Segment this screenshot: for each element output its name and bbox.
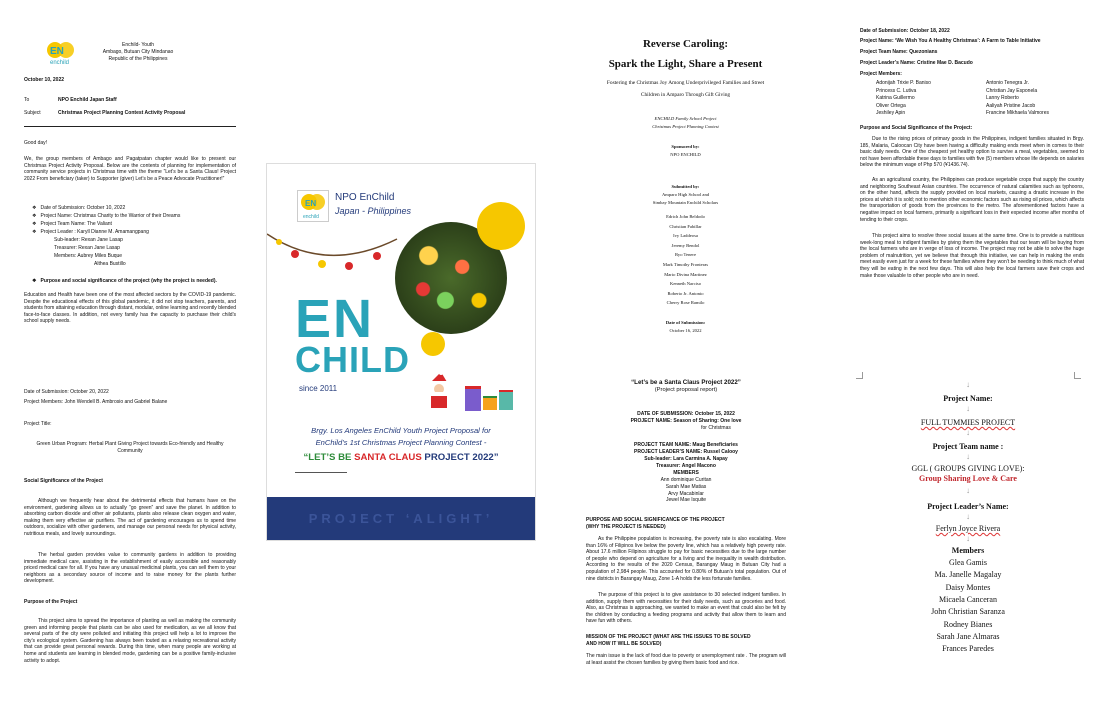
- org-address-1: Ambago, Butuan City Mindanao: [102, 49, 174, 55]
- p4-sponsored-label: Sponsored by:: [671, 144, 700, 149]
- p5-mission-para: The main issue is the lack of food due to poverty or unemployment rate . The program will at least assist the chosen families by giving them basic food and rice.: [586, 653, 786, 666]
- p6-member-item: Princess C. Lutiva: [876, 87, 917, 94]
- arrow-mark: ↓: [966, 404, 970, 413]
- intro-paragraph: We, the group members of Ambago and Pagatpatan chapter would like to present our Christmas Project Activity Proposal. Below are the contents of planning for implementation of community service projects in Christmas time with the theme “Let’s be a Santa Claus! Project 2022 From beneficiary (taker) to Supporter (giver) Let’s be a Peace Advocate Practitioner!”: [24, 156, 236, 182]
- p2-social-para-2: The herbal garden provides value to community gardens in addition to providing immediate medical care, assisting in the establishment of easily accessible and reasonably priced medical care for all. If you have any unusual medicinal plants, you can sell them to your neighbors as a secondary source of income and to raise money for the plants further development.: [24, 552, 236, 585]
- p6-para-1: Due to the rising prices of primary goods in the Philippines, indigent families situated in Brgy. 185, Malaria, Caloocan City have been having a difficulty making ends meet when in comes to their basic daily needs. One of the cheapest yet healthy option to survive a meal, vegetables, seemed to not have been affordable these days to families with five (5) members whose life depends on salaries below the minimum wage of Php 570 (¥1436.74).: [860, 136, 1084, 169]
- p5-purpose-para-1: As the Philippine population is increasing, the poverty rate is also escalating. More than 16% of Filipinos live below the poverty line, which has a relatively high poverty rate. About 17.6 million Filipinos struggle to pay for basic necessities due to the large number of people who depend on agriculture for a living and the inequality in wealth distribution. According to the results of the 2020 Census, Barangay Maug in Butuan City had a population of 2,984 people. This accounted for 0.80% of Butuan’s total population. Out of nine districts in Barangay Maug, Zone 1-A holds the less fortunate families.: [586, 536, 786, 582]
- p5-purpose-heading-2: (WHY THE PROJECT IS NEEDED): [586, 524, 666, 530]
- p7-member-item: Glea Gamis: [949, 558, 987, 567]
- p7-members-label: Members: [951, 546, 985, 555]
- p5-title-1: “Let’s be a Santa Claus Project 2022”: [631, 379, 741, 386]
- purpose-heading: ❖ Purpose and social significance of the project (why the project is needed).: [32, 278, 217, 285]
- p2-purpose-heading: Purpose of the Project: [24, 599, 78, 605]
- sub-leader: Sub-leader: Rexan Jane Lasap: [54, 237, 123, 243]
- svg-text:EN: EN: [50, 46, 64, 57]
- p4-name-item: Edrich John Beldodo: [666, 214, 705, 219]
- badge-logo-text: enchild: [303, 214, 319, 220]
- p2-purpose-para: This project aims to spread the importance of planting as well as making the community green and informing people that plants can be also used for medication, as we all know that several parts of the city were polluted and initiating this project will help a lot to improve the city’s ecological system. Gardening has always been touted as a relaxing recreational activity that can provide great personal rewards. During this time, when many people are working at home and students are learning in blended mode, gardening can be a positive family-inclusive activity to adopt.: [24, 618, 236, 664]
- p6-name: [860, 38, 1041, 45]
- p6-member-item: Antonio Tenegra Jr.: [986, 80, 1029, 86]
- p4-name-item: Ivy Laddeosa: [673, 233, 698, 239]
- p4-submitted-label: Submitted by:: [671, 184, 700, 189]
- p5-member-item: Sarah Mae Matias: [665, 483, 707, 490]
- p7-member-item: John Christian Saranza: [931, 607, 1005, 617]
- p4-school-1: Amparo High School and: [661, 192, 710, 197]
- gift-icon-1: [465, 386, 481, 411]
- subject-value: Christmas Project Planning Contest Activity Proposal: [58, 110, 186, 116]
- p4-name-item: Cherry Rose Ramilo: [666, 300, 705, 306]
- p4-name-item: Kenneth Narciso: [670, 281, 701, 287]
- enchild-logo: [44, 40, 80, 66]
- poster-panel: [266, 163, 536, 541]
- p5-mission-heading-1: MISSION OF THE PROJECT (WHAT ARE THE ISSUES TO BE SOLVED: [586, 634, 751, 640]
- p6-team: Project Team Name: Quezonians: [860, 49, 938, 55]
- p7-team-value-2: Group Sharing Love & Care: [919, 474, 1017, 483]
- doc-panel-5: [584, 376, 788, 676]
- p6-purpose-heading: Purpose and Social Significance of the Project:: [860, 125, 973, 131]
- p7-leader-value-text: Ferlyn Joyce Rivera: [935, 524, 1001, 533]
- page-corner-mark-left: [856, 372, 863, 379]
- p7-team-label: Project Team name :: [932, 442, 1004, 451]
- page-corner-mark-right: [1074, 372, 1081, 379]
- field-team-name: ❖ Project Team Name: The Valiant: [32, 221, 112, 228]
- slogan-part-b: SANTA CLAUS: [354, 452, 422, 463]
- arrow-mark: ↓: [966, 428, 970, 437]
- p7-member-item: Daisy Montes: [945, 582, 991, 592]
- big-child: CHILD: [295, 339, 410, 380]
- arrow-mark: ↓: [966, 380, 970, 389]
- p5-members-heading: MEMBERS: [673, 470, 699, 476]
- p6-member-item: Lanny Roberto: [986, 95, 1019, 102]
- p4-subtitle-1: Fostering the Christmas Joy Among Underprivileged Families and Street: [606, 80, 765, 86]
- p6-member-item: Jeshiley Apin: [876, 110, 906, 117]
- p6-member-item: Christian Jay Esponela: [986, 87, 1038, 94]
- p5-leader: PROJECT LEADER’S NAME: Russel Calooy: [634, 449, 738, 455]
- doc-panel-7: [852, 368, 1084, 686]
- poster-underline: [295, 472, 347, 473]
- treasurer: Treasurer: Rexan Jane Lasap: [54, 245, 120, 251]
- p2-social-para-1: Although we frequently hear about the detrimental effects that humans have on the environment, gardening allows us to actually “go green” and save the planet. In addition to absorbing carbon dioxide and other air pollutants, plants also release clean oxygen and water, making them very effective air purifiers. The act of gardening encourages us to spend time outdoors, socialize with other gardeners, and manage our personal needs for physical activity, nutritious meals, and lovely surroundings.: [24, 498, 236, 537]
- yellow-dot-large: [477, 202, 525, 250]
- members-1: Members: Aubrey Miles Buque: [54, 253, 123, 259]
- poster-footer-text: PROJECT ‘ALIGHT’: [308, 511, 494, 526]
- p5-member-item: Ann dominique Curitan: [660, 477, 712, 483]
- p5-member-item: Arvy Macabinlar: [668, 490, 704, 497]
- p4-name-item: Jeremy Bendol: [671, 242, 700, 248]
- p6-member-item: Adonijah Trixie P. Baniso: [876, 80, 931, 86]
- p4-name-item: Roberto Jr. Antonio: [667, 290, 704, 296]
- p5-treasurer: Treasurer: Angel Macono: [656, 463, 716, 469]
- p7-member-item: Rodney Bianes: [943, 619, 993, 629]
- subject-label: Subject: [24, 110, 41, 116]
- svg-text:enchild: enchild: [50, 60, 70, 66]
- divider: [24, 126, 236, 127]
- org-address-2: Republic of the Philippines: [108, 56, 168, 62]
- org-name: Enchild- Youth: [122, 42, 154, 48]
- p4-name-item: Mario Divina Martinez: [664, 271, 707, 277]
- p5-date-text: DATE OF SUBMISSION: October 15, 2022: [637, 411, 735, 417]
- greeting: Good day!: [24, 140, 48, 146]
- enchild-badge-logo: [297, 190, 329, 222]
- p5-member-item: Jewel Mae Isquite: [665, 497, 707, 504]
- p6-leader: Project Leader’s Name: Cristine Mae D. Bacudo: [860, 60, 973, 66]
- p4-subtitle-2: Children in Amparo Through Gift Giving: [640, 92, 731, 98]
- p4-date-label: Date of Submission:: [665, 320, 706, 325]
- p6-member-item: Oliver Ortega: [876, 102, 906, 109]
- poster-slogan: [271, 452, 531, 463]
- p4-school-2: Simbay Mountain Enchild Scholars: [652, 200, 719, 205]
- p2-members: Project Members: John Wendell B. Ambrosio and Gabriel Balane: [24, 399, 168, 405]
- field-date: ❖ Date of Submission: October 10, 2022: [32, 205, 125, 212]
- p2-title-label: Project Title:: [24, 421, 52, 427]
- doc-panel-2: [18, 386, 240, 686]
- doc-panel-4: [578, 34, 793, 364]
- gift-icon-3: [499, 390, 513, 410]
- badge-line-2: Japan - Philippines: [335, 206, 412, 216]
- p6-name-text: Project Name: ‘We Wish You A Healthy Christmas’: A Farm to Table Initiative: [860, 38, 1041, 44]
- p7-name-value: [852, 418, 1084, 427]
- p5-sub-leader: Sub-leader: Lara Carmina A. Napay: [644, 456, 728, 462]
- badge-line-1: NPO EnChild: [335, 192, 395, 203]
- big-en: EN: [295, 289, 375, 349]
- p7-team-value-1: GGL ( GROUPS GIVING LOVE):: [911, 464, 1025, 473]
- slogan-part-c: PROJECT 2022”: [421, 452, 499, 463]
- p4-title-1: Reverse Caroling:: [642, 38, 729, 50]
- p7-leader-value: [852, 524, 1084, 533]
- p4-project-1: ENCHILD Family School Project: [654, 116, 717, 121]
- p4-title-2: Spark the Light, Share a Present: [608, 58, 763, 70]
- letter-date: October 10, 2022: [24, 77, 65, 83]
- p5-purpose-para-2: The purpose of this project is to give assistance to 30 selected indigent families. In addition, supply them with necessities for their daily needs, such as groceries and food. Also, as Christmas is approaching, we wanted to make an event that could also be felt by the children by conducting a feeding programs and activity that allow them to learn and have fun with others.: [586, 592, 786, 625]
- doc-panel-1: [18, 34, 240, 354]
- p5-purpose-heading-1: PURPOSE AND SOCIAL SIGNIFICANCE OF THE PROJECT: [586, 517, 725, 523]
- p6-date: Date of Submission: October 18, 2022: [860, 28, 950, 34]
- p6-members-label: Project Members:: [860, 71, 902, 77]
- p5-title-2: (Project proposal report): [654, 387, 718, 393]
- p5-date: [584, 411, 788, 418]
- field-leader: ❖ Project Leader : Karyll Dianne M. Amamangpang: [32, 229, 149, 236]
- p4-name-item: Ryo Tenere: [675, 252, 696, 258]
- p7-member-item: Frances Paredes: [942, 644, 994, 654]
- p6-member-item: Katrina Guillermo: [876, 95, 915, 102]
- p5-name: PROJECT NAME: Season of Sharing: One love: [630, 418, 742, 424]
- p6-para-2: As an agricultural country, the Philippines can produce vegetable crops that supply the country and neighboring Southeast Asian countries. The occurrence of natural calamities such as typhoons, on the other hand, affects the supply provided on local markets, causing a drastic increase in the prices at which it is sold; not to mention other economic factors such as rising oil prices, which affects the transportation of goods from the provinces to the metro. The aforementioned factors have a negative impact on local farmers, primarily a significant loss in their expected income after months of tending to their crops.: [860, 177, 1084, 223]
- p7-leader-label: Project Leader’s Name:: [927, 502, 1009, 511]
- arrow-mark: ↓: [966, 534, 970, 543]
- p2-social-heading: Social Significance of the Project: [24, 478, 103, 484]
- to-label: To: [24, 97, 30, 103]
- poster-caption-2: EnChild’s 1st Christmas Project Planning Contest -: [315, 438, 487, 447]
- p4-sponsor: NPO ENCHILD: [670, 152, 701, 157]
- poster-caption-1: Brgy. Los Angeles EnChild Youth Project Proposal for: [311, 426, 491, 435]
- p5-mission-heading-2: AND HOW IT WILL BE SOLVED): [586, 641, 662, 647]
- p6-para-3: This project aims to resolve three social issues at the same time. One is to provide a nutritious week-long meal to indigent families by giving them the vegetables that our team will be buying from the local farmers who are in verge of loss of income. The project may not be able to solve the huge problem of malnutrition, yet we believe that through this initiative, we can help in making the ends meet easily even just for a week for these families where they won’t be needing to think much of what they will be eating in the next few days. This will also help the local farmers save their crops and make those valuable to other people who are in need.: [860, 233, 1085, 279]
- p7-member-item: Micaela Canceran: [939, 594, 997, 604]
- svg-text:EN: EN: [305, 199, 317, 208]
- p4-project-2: Christmas Project Planning Contest: [652, 124, 719, 129]
- since-text: since 2011: [299, 384, 338, 393]
- to-value: NPO Enchild Japan Staff: [58, 97, 117, 103]
- members-2: Althea Bustillo: [94, 261, 126, 267]
- p7-name-value-text: FULL TUMMIES PROJECT: [920, 418, 1016, 427]
- p6-member-item: Francine Mikhaela Valmores: [986, 110, 1049, 117]
- p6-member-item: Aaliyah Pristine Jacob: [986, 102, 1036, 109]
- arrow-mark: ↓: [966, 486, 970, 495]
- purpose-paragraph: Education and Health have been one of the most affected sectors by the COVID-19 pandemic. Despite the educational effects of this global pandemic, it did not stop teachers, parents, and students from attaining education through distant, modular, online learning and recently blended face-to-face classes. In addition, not every family has the capacity to purchase their child’s school supply needs.: [24, 292, 236, 325]
- p4-date-value: October 16, 2022: [669, 328, 702, 333]
- p7-name-label: Project Name:: [943, 394, 993, 403]
- field-project-name: ❖ Project Name: Christmas Charity to the Warrior of their Dreams: [32, 213, 180, 220]
- p2-title-body: Green Urban Program: Herbal Plant Giving Project towards Eco-friendly and Healthy Community: [36, 441, 224, 454]
- p7-member-item: Sarah Jane Almaras: [936, 631, 1000, 641]
- p7-member-item: Ma. Janelle Magalay: [934, 570, 1002, 580]
- p4-name-item: Christian Fabillar: [669, 223, 702, 229]
- arrow-mark: ↓: [966, 512, 970, 521]
- p5-name-2: for Christmas: [701, 425, 731, 431]
- p5-team: PROJECT TEAM NAME: Maug Beneficiaries: [634, 442, 738, 448]
- slogan-part-a: “LET’S BE: [303, 452, 355, 463]
- santa-icon: [425, 370, 453, 410]
- p4-name-item: Mark Timothy Fronteras: [662, 262, 709, 267]
- p2-date: Date of Submission: October 20, 2022: [24, 389, 109, 395]
- arrow-mark: ↓: [966, 452, 970, 461]
- poster-footer-band: [267, 497, 535, 540]
- gift-icon-2: [483, 396, 497, 410]
- doc-panel-6: [856, 26, 1088, 356]
- yellow-dot-small: [421, 332, 445, 356]
